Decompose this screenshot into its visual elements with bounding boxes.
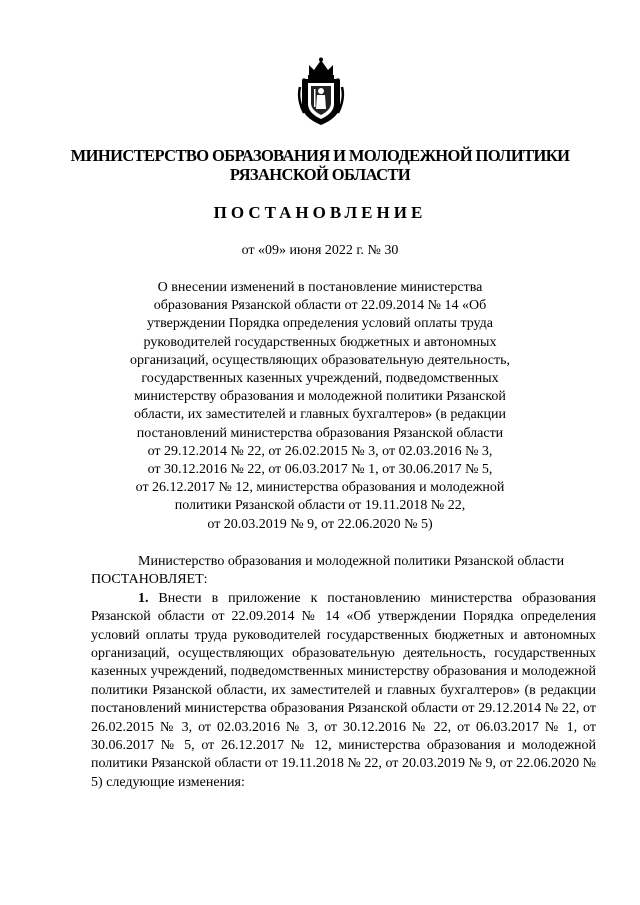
- document-subject: [110, 279, 530, 534]
- subject-line: политики Рязанской области от 19.11.2018 № 22,: [174, 498, 466, 514]
- ministry-name-line-2: РЯЗАНСКОЙ ОБЛАСТИ: [229, 165, 411, 184]
- subject-line: государственных казенных учреждений, подведомственных: [141, 371, 499, 387]
- ministry-name-line-1: МИНИСТЕРСТВО ОБРАЗОВАНИЯ И МОЛОДЕЖНОЙ ПОЛИТИКИ: [70, 146, 570, 165]
- subject-line: от 26.12.2017 № 12, министерства образования и молодежной: [135, 480, 505, 496]
- document-type-title: ПОСТАНОВЛЕНИЕ: [213, 203, 427, 222]
- subject-line: от 20.03.2019 № 9, от 22.06.2020 № 5): [207, 516, 433, 532]
- subject-line: от 29.12.2014 № 22, от 26.02.2015 № 3, от 02.03.2016 № 3,: [147, 443, 493, 459]
- subject-line: постановлений министерства образования Рязанской области: [136, 425, 504, 441]
- decree-word: ПОСТАНОВЛЯЕТ:: [91, 572, 208, 588]
- coat-of-arms-icon: [296, 57, 346, 127]
- subject-line: руководителей государственных бюджетных и автономных: [143, 334, 497, 350]
- subject-line: организаций, осуществляющих образовательную деятельность,: [129, 352, 511, 368]
- item-1-paragraph: [91, 590, 596, 792]
- item-1-number: 1.: [138, 590, 149, 606]
- item-1-text: Внести в приложение к постановлению министерства образования Рязанской области от 22.09.2014 № 14 «Об утверждении Порядка определения условий оплаты труда руководителей государственных бюджетных и автономных организаций, осуществляющих образовательную деятельность, государственных казенных учреждений, подведомственных министерству образования и молодежной политики Рязанской области, их заместителей и главных бухгалтеров» (в редакции постановлений министерства образования Рязанской области от 29.12.2014 № 22, от 26.02.2015 № 3, от 02.03.2016 № 3, от 30.12.2016 № 22, от 06.03.2017 № 1, от 30.06.2017 № 5, от 26.12.2017 № 12, министерства образования и молодежной политики Рязанской области от 19.11.2018 № 22, от 20.03.2019 № 9, от 22.06.2020 № 5) следующие изменения:: [91, 590, 596, 790]
- subject-line: области, их заместителей и главных бухгалтеров» (в редакции: [133, 407, 507, 423]
- subject-line: министерству образования и молодежной политики Рязанской: [134, 389, 506, 405]
- document-date-number: от «09» июня 2022 г. № 30: [241, 243, 399, 258]
- intro-paragraph: Министерство образования и молодежной политики Рязанской области: [138, 554, 565, 569]
- subject-line: утверждении Порядка определения условий оплаты труда: [146, 316, 493, 332]
- subject-line: О внесении изменений в постановление министерства: [157, 280, 483, 295]
- ministry-name: [60, 146, 580, 184]
- subject-line: от 30.12.2016 № 22, от 06.03.2017 № 1, от 30.06.2017 № 5,: [147, 462, 493, 478]
- subject-line: образования Рязанской области от 22.09.2014 № 14 «Об: [153, 298, 487, 314]
- document-body: [91, 553, 596, 792]
